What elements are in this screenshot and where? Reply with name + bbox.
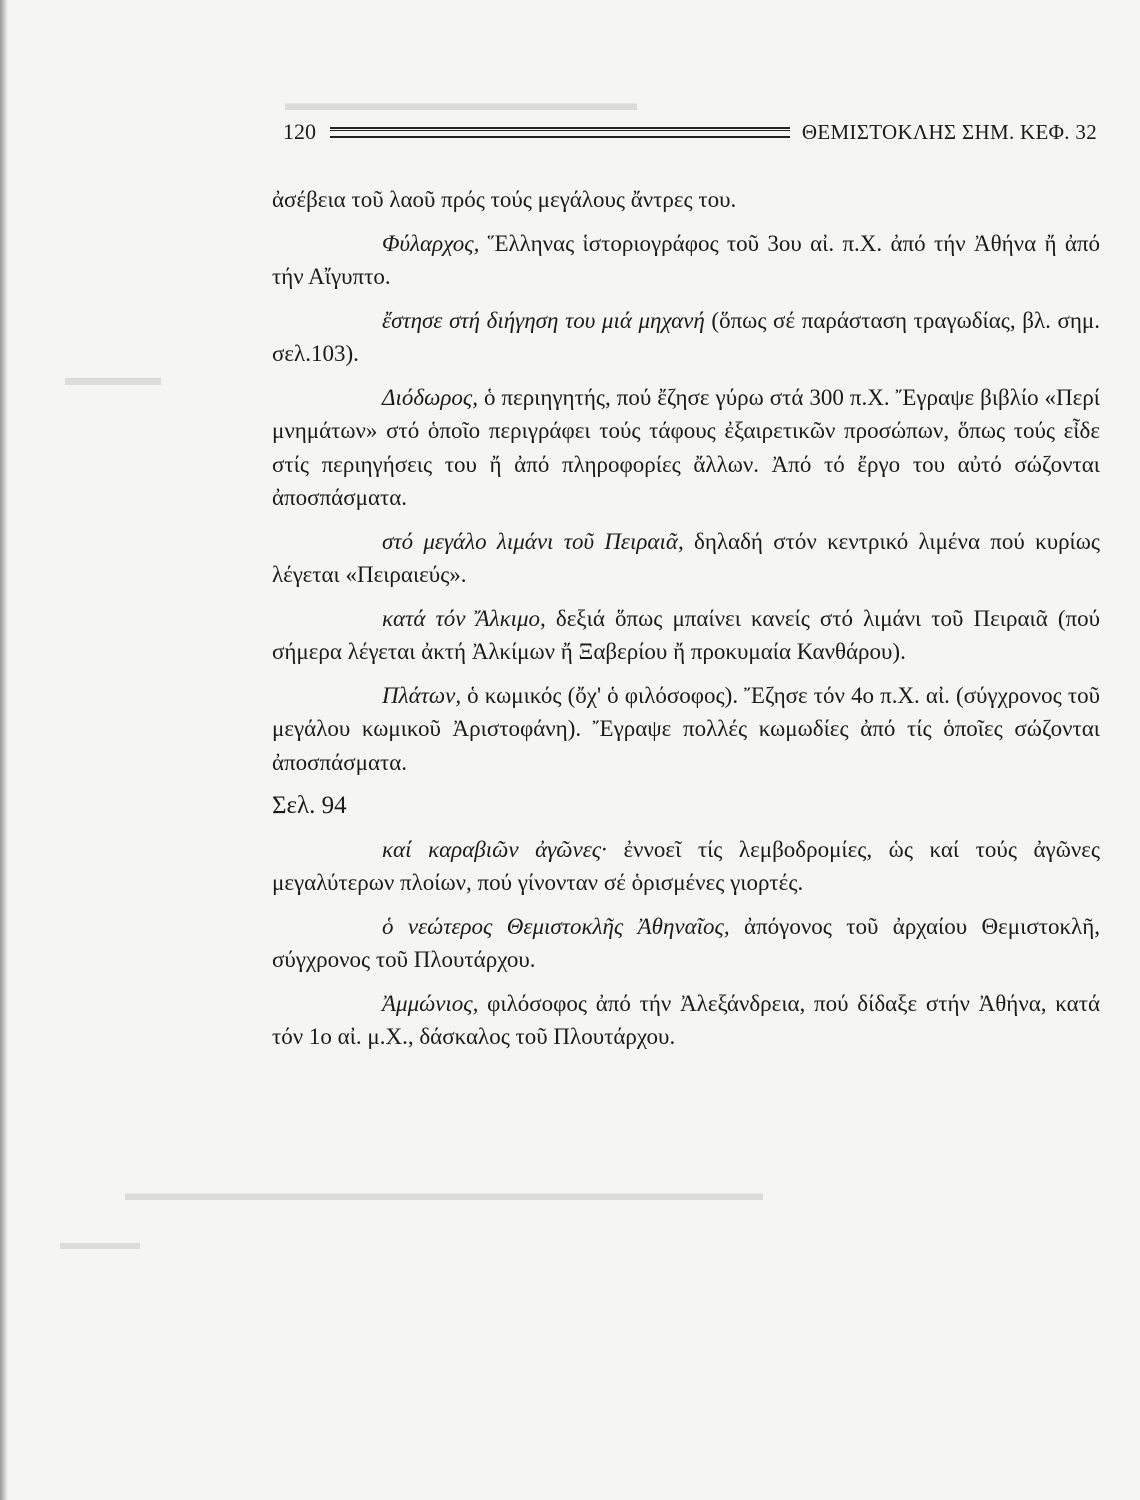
note-text: (ὅπως σέ παράσταση τραγωδίας, βλ. σημ. σελ.103). [272, 307, 1100, 366]
note-text: ἀπόγονος τοῦ ἀρχαίου Θεμιστοκλῆ, σύγχρονος τοῦ Πλουτάρχου. [272, 913, 1100, 972]
bleed-through-mark: ▬▬▬▬▬▬▬▬▬▬▬▬▬▬▬▬ [285, 90, 637, 115]
note-paragraph [272, 987, 1100, 1054]
note-paragraph [272, 910, 1100, 977]
page-edge-shadow [0, 0, 8, 1500]
running-head: ΘΕΜΙΣΤΟΚΛΗΣ ΣΗΜ. ΚΕΦ. 32 [801, 119, 1097, 144]
section-label: Σελ. 94 [272, 792, 347, 819]
note-lemma: στό μεγάλο λιμάνι τοῦ Πειραιᾶ, [382, 528, 684, 554]
note-text: Ἕλληνας ἱστοριογράφος τοῦ 3ου αἰ. π.Χ. ἀπό τήν Ἀθήνα ἤ ἀπό τήν Αἴγυπτο. [272, 230, 1100, 289]
bleed-through-mark: ▬▬▬▬ [60, 1232, 140, 1254]
note-paragraph [272, 525, 1100, 592]
note-lemma: Ἀμμώνιος, [382, 990, 479, 1016]
note-lemma: ἔστησε στή διήγηση του μιά μηχανή [382, 307, 705, 333]
note-paragraph [272, 602, 1100, 669]
note-text: δεξιά ὅπως μπαίνει κανείς στό λιμάνι τοῦ Πειραιᾶ (πού σήμερα λέγεται ἀκτή Ἀλκίμων ἤ Ξαβερίου ἤ προκυμαία Κανθάρου). [272, 605, 1101, 664]
note-text: φιλόσοφος ἀπό τήν Ἀλεξάνδρεια, πού δίδαξε στήν Ἀθήνα, κατά τόν 1ο αἰ. μ.Χ., δάσκαλος τοῦ Πλουτάρχου. [272, 990, 1100, 1049]
note-paragraph [272, 183, 1100, 217]
note-paragraph [272, 227, 1100, 294]
note-text: ἀσέβεια τοῦ λαοῦ πρός τούς μεγάλους ἄντρες του. [272, 187, 737, 212]
notes-body [272, 183, 1100, 1064]
bleed-through-mark: ▬▬▬▬ [65, 365, 161, 391]
note-lemma: Πλάτων, [382, 682, 462, 708]
note-lemma: Φύλαρχος, [382, 230, 480, 256]
note-paragraph [272, 833, 1100, 900]
note-paragraph [272, 679, 1100, 780]
note-lemma: καί καραβιῶν ἀγῶνες· [382, 836, 607, 862]
note-text: ὁ περιηγητής, πού ἔζησε γύρω στά 300 π.Χ. Ἔγραψε βιβλίο «Περί μνημάτων» στό ὁποῖο περιγράφει τούς τάφους ἐξαιρετικῶν προσώπων, ὅπως τούς εἶδε στίς περιηγήσεις του ἤ ἀπό πληροφορίες ἄλλων. Ἀπό τό ἔργο του αὐτό σώζονται ἀποσπάσματα. [272, 384, 1100, 510]
note-lemma: ὁ νεώτερος Θεμιστοκλῆς Ἀθηναῖος, [382, 913, 730, 939]
page-number: 120 [283, 119, 316, 144]
note-paragraph [272, 304, 1100, 371]
header-rule [330, 127, 790, 138]
note-lemma: Διόδωρος, [382, 384, 478, 410]
note-paragraph [272, 381, 1100, 515]
note-lemma: κατά τόν Ἄλκιμο, [382, 605, 546, 631]
note-text: ἐννοεῖ τίς λεμβοδρομίες, ὡς καί τούς ἀγῶνες μεγαλύτερων πλοίων, πού γίνονταν σέ ὁρισμένες γιορτές. [272, 836, 1101, 895]
note-text: δηλαδή στόν κεντρικό λιμένα πού κυρίως λέγεται «Πειραιεύς». [272, 528, 1100, 587]
page-header [283, 117, 1097, 147]
bleed-through-mark: ▬▬▬▬▬▬▬▬▬▬▬▬▬▬▬▬▬▬▬▬▬▬▬▬▬▬▬▬▬ [125, 1180, 763, 1205]
note-text: ὁ κωμικός (ὄχ' ὁ φιλόσοφος). Ἔζησε τόν 4ο π.Χ. αἰ. (σύγχρονος τοῦ μεγάλου κωμικοῦ Ἀριστοφάνη). Ἔγραψε πολλές κωμωδίες ἀπό τίς ὁποῖες σώζονται ἀποσπάσματα. [272, 682, 1100, 775]
